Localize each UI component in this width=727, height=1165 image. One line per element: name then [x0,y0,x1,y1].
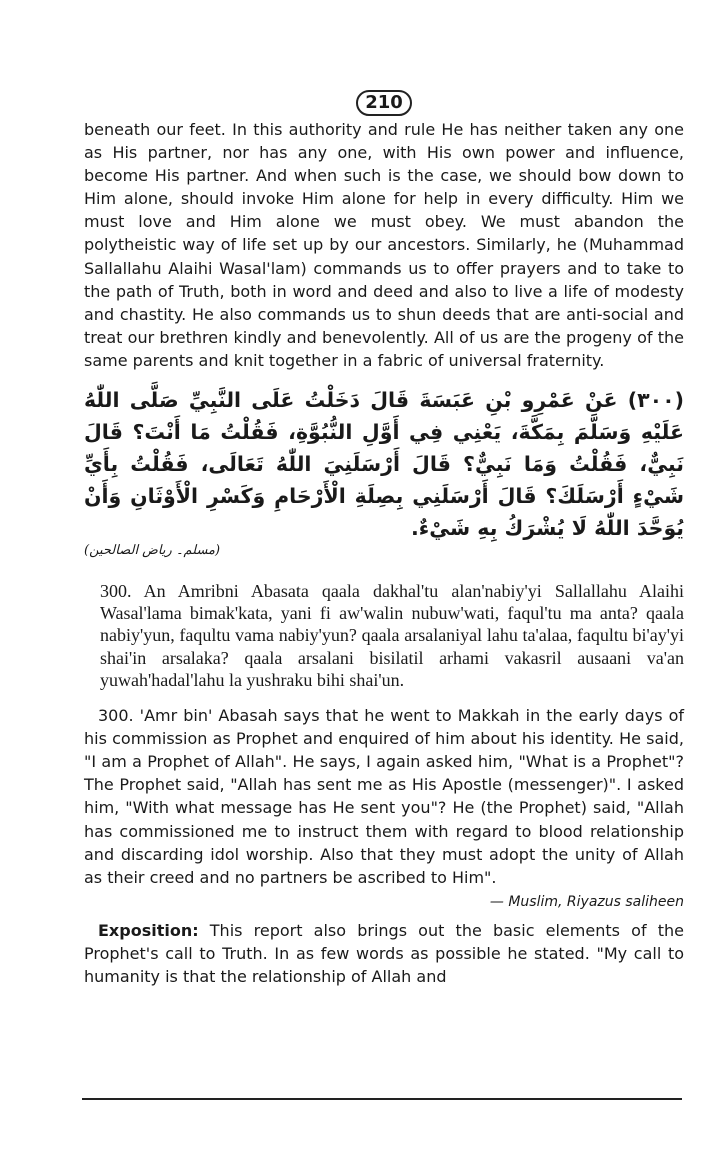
hadith-arabic-text: (٣٠٠) عَنْ عَمْرِو بْنِ عَبَسَةَ قَالَ دَخَلْتُ عَلَى النَّبِيِّ صَلَّى اللّٰهُ عَلَيْهِ وَسَلَّمَ بِمَكَّةَ، يَعْنِي فِي أَوَّلِ النُّبُوَّةِ، فَقُلْتُ مَا أَنْتَ؟ قَالَ نَبِيٌّ، فَقُلْتُ وَمَا نَبِيٌّ؟ قَالَ أَرْسَلَنِيَ اللّٰهُ تَعَالَى، فَقُلْتُ بِأَيِّ شَيْءٍ أَرْسَلَكَ؟ قَالَ أَرْسَلَنِي بِصِلَةِ الْأَرْحَامِ وَكَسْرِ الْأَوْثَانِ وَأَنْ يُوَحَّدَ اللّٰهُ لَا يُشْرَكُ بِهِ شَيْءٌ. [84,388,684,541]
book-page [84,90,684,988]
exposition-text: This report also brings out the basic elements of the Prophet's call to Truth. In as few words as possible he stated. "My call to humanity is that the relationship of Allah and [84,920,684,986]
intro-paragraph: beneath our feet. In this authority and rule He has neither taken any one as His partner, nor has any one, with His own power and influence, become His partner. And when such is the case, we should bow down to Him alone, should invoke Him alone for help in every difficulty. Him we must love and Him alone we must obey. We must abandon the polytheistic way of life set up by our ancestors. Similarly, he (Muhammad Sallallahu Alaihi Wasal'lam) commands us to offer prayers and to take to the path of Truth, both in word and deed and also to live a life of modesty and chastity. He also commands us to shun deeds that are anti-social and treat our brethren kindly and benevolently. All of us are the progeny of the same parents and knit together in a fabric of universal fraternity. [84,120,684,370]
hadith-transliteration: 300. An Amribni Abasata qaala dakhal'tu alan'nabiy'yi Sallallahu Alaihi Wasal'lama bimak'kata, yani fi aw'walin nubuw'wati, faqul'tu ma anta? qaala nabiy'yun, faqultu vama nabiy'yun? qaala arsalaniyal lahu ta'alaa, faqultu bi'ay'yi shai'in arsalaka? qaala arsalani bisilatil arhami vakasril ausaani va'an yuwah'hadal'lahu la yushraku bihi shai'un. [100,581,684,690]
bottom-rule [82,1098,682,1100]
page-header [84,90,684,116]
translation-source: — Muslim, Riyazus saliheen [489,893,684,910]
page-number: 210 [356,90,412,116]
exposition-paragraph [84,919,684,988]
hadith-arabic-source: (مسلم۔ ریاض الصالحین) [84,543,221,559]
hadith-translation: 300. 'Amr bin' Abasah says that he went to Makkah in the early days of his commission as Prophet and enquired of him about his identity. He said, "I am a Prophet of Allah". He says, I again asked him, "What is a Prophet"? The Prophet said, "Allah has sent me as His Apostle (messenger)". I asked him, "With what message has He sent you"? He (the Prophet) said, "Allah has commissioned me to instruct them with regard to blood relationship and discarding idol worship. Also that they must adopt the unity of Allah as their creed and no partners be ascribed to Him". [84,706,684,887]
exposition-label: Exposition: [98,920,199,940]
